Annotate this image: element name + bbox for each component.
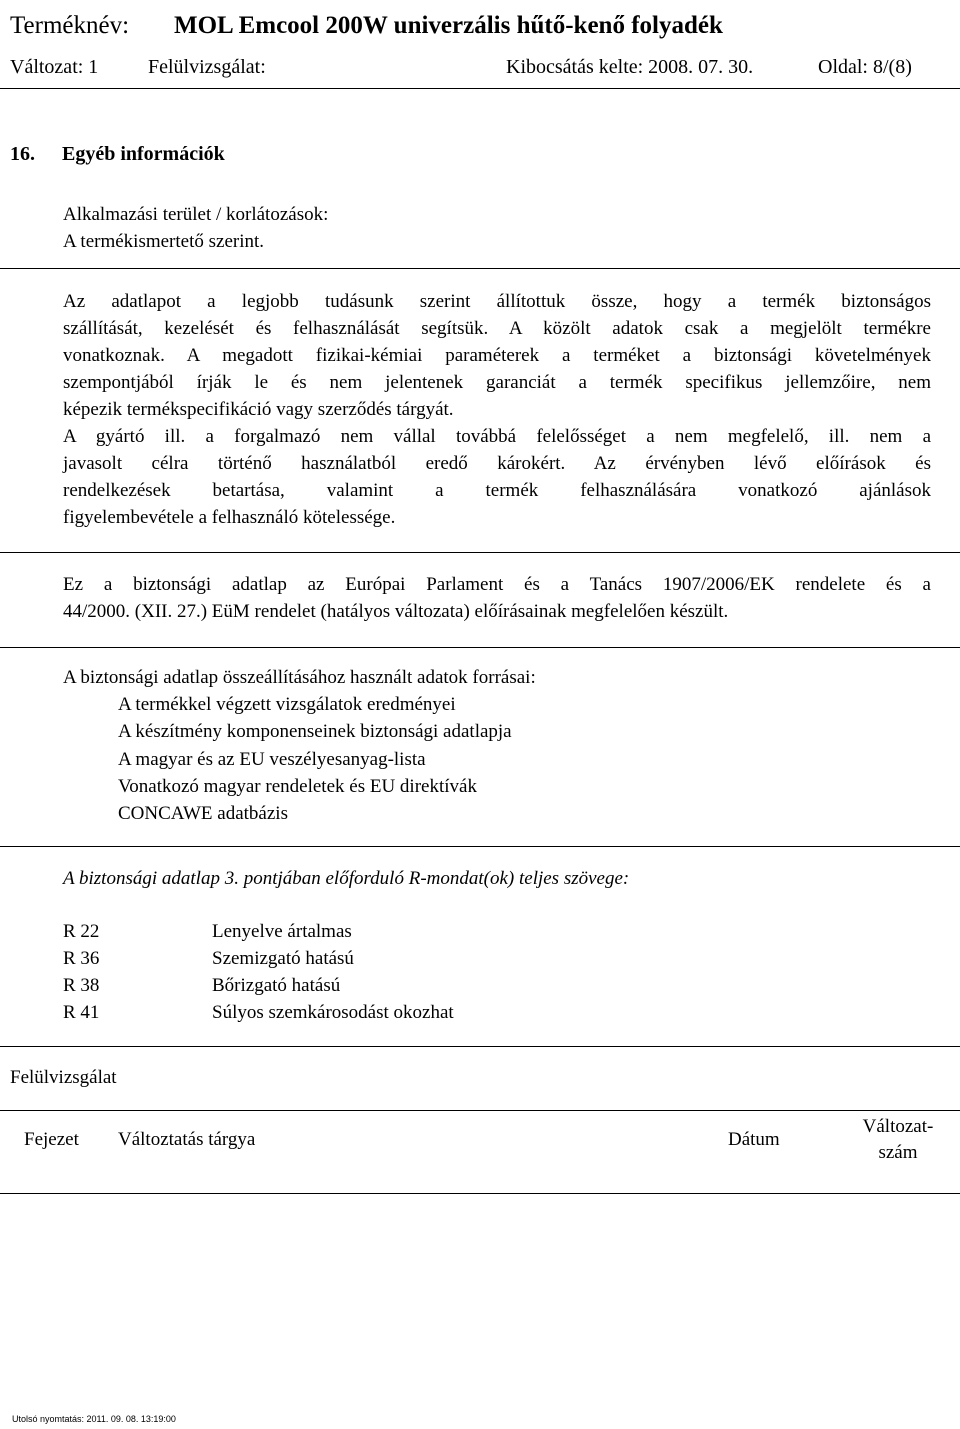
col-date: Dátum bbox=[728, 1129, 780, 1150]
section-heading: Egyéb információk bbox=[62, 143, 225, 165]
r-phrases-table bbox=[63, 918, 454, 1026]
disclaimer-line: vonatkoznak. A megadott fizikai-kémiai paraméterek a terméket a biztonsági követelmények bbox=[63, 345, 931, 366]
col-version-line: szám bbox=[878, 1142, 918, 1163]
r-code: R 36 bbox=[63, 948, 100, 969]
list-item: Vonatkozó magyar rendeletek és EU direktívák bbox=[118, 775, 477, 797]
table-row bbox=[63, 972, 454, 999]
divider-4 bbox=[0, 846, 960, 847]
application-label: Alkalmazási terület / korlátozások: bbox=[63, 204, 329, 225]
r-code: R 41 bbox=[63, 1002, 100, 1023]
disclaimer-line: Az adatlapot a legjobb tudásunk szerint állítottuk össze, hogy a termék biztonságos bbox=[63, 291, 931, 312]
sources-list bbox=[118, 691, 512, 827]
disclaimer-line: szállítását, kezelését és felhasználását segítsük. A közölt adatok csak a megjelölt termékre bbox=[63, 318, 931, 339]
list-item: A magyar és az EU veszélyesanyag-lista bbox=[118, 748, 426, 770]
header-meta-row bbox=[0, 52, 960, 84]
issue-date: Kibocsátás kelte: 2008. 07. 30. bbox=[506, 56, 754, 78]
application-value: A termékismertető szerint. bbox=[63, 231, 265, 252]
divider-1 bbox=[0, 268, 960, 269]
product-name: MOL Emcool 200W univerzális hűtő-kenő folyadék bbox=[174, 12, 723, 39]
divider-3 bbox=[0, 647, 960, 648]
header-product-row bbox=[0, 8, 960, 48]
col-version-line: Változat- bbox=[862, 1116, 934, 1137]
r-text: Lenyelve ártalmas bbox=[212, 921, 352, 942]
table-row bbox=[63, 999, 454, 1026]
col-version bbox=[842, 1114, 954, 1166]
revision-label: Felülvizsgálat bbox=[10, 1067, 117, 1088]
regulation-paragraph bbox=[63, 571, 931, 625]
disclaimer-line: javasolt célra történő használatból eredő károkért. Az érvényben lévő előírások és bbox=[63, 453, 931, 474]
application-block bbox=[63, 201, 328, 255]
list-item: A termékkel végzett vizsgálatok eredményei bbox=[118, 694, 456, 715]
list-item: A készítmény komponenseinek biztonsági adatlapja bbox=[118, 721, 512, 743]
divider-2 bbox=[0, 552, 960, 553]
disclaimer-line: szempontjából írják le és nem jelentenek garanciát a termék specifikus jellemzőire, nem bbox=[63, 372, 931, 393]
r-code: R 38 bbox=[63, 975, 100, 996]
sources-title: A biztonsági adatlap összeállításához használt adatok forrásai: bbox=[63, 667, 536, 688]
list-item: CONCAWE adatbázis bbox=[118, 803, 288, 825]
disclaimer-paragraph bbox=[63, 288, 931, 531]
disclaimer-line: képezik termékspecifikáció vagy szerződés tárgyát. bbox=[63, 399, 454, 420]
version-label: Változat: 1 bbox=[10, 56, 99, 78]
table-row bbox=[63, 945, 454, 972]
r-code: R 22 bbox=[63, 921, 100, 942]
disclaimer-line: figyelembevétele a felhasználó kötelessége. bbox=[63, 507, 396, 528]
review-label: Felülvizsgálat: bbox=[148, 56, 266, 78]
revision-table-header bbox=[0, 1110, 960, 1194]
product-label: Terméknév: bbox=[10, 12, 130, 39]
regulation-line: 44/2000. (XII. 27.) EüM rendelet (hatályos változata) előírásainak megfelelően készült. bbox=[63, 601, 729, 622]
r-text: Bőrizgató hatású bbox=[212, 975, 341, 996]
disclaimer-line: rendelkezések betartása, valamint a termék felhasználására vonatkozó ajánlások bbox=[63, 480, 931, 501]
disclaimer-line: A gyártó ill. a forgalmazó nem vállal továbbá felelősséget a nem megfelelő, ill. nem a bbox=[63, 426, 931, 447]
page-number: Oldal: 8/(8) bbox=[818, 56, 912, 78]
divider-5 bbox=[0, 1046, 960, 1047]
footer-print-date: Utolsó nyomtatás: 2011. 09. 08. 13:19:00 bbox=[12, 1414, 176, 1424]
table-row bbox=[63, 918, 454, 945]
r-phrases-title: A biztonsági adatlap 3. pontjában előforduló R-mondat(ok) teljes szövege: bbox=[63, 868, 630, 889]
col-chapter: Fejezet bbox=[24, 1129, 79, 1150]
col-subject: Változtatás tárgya bbox=[118, 1129, 256, 1150]
section-number: 16. bbox=[10, 143, 35, 165]
header-divider bbox=[0, 88, 960, 89]
r-text: Szemizgató hatású bbox=[212, 948, 354, 969]
r-text: Súlyos szemkárosodást okozhat bbox=[212, 1002, 454, 1023]
regulation-line: Ez a biztonsági adatlap az Európai Parlament és a Tanács 1907/2006/EK rendelete és a bbox=[63, 574, 931, 595]
section-title bbox=[10, 143, 225, 166]
